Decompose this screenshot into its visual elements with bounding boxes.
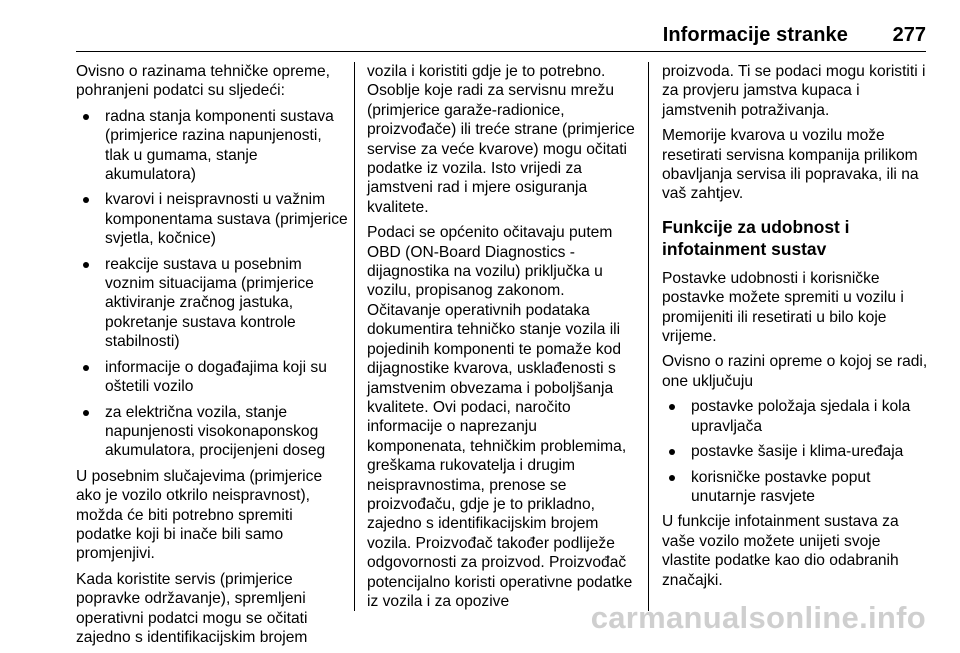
- bullet-icon: [83, 262, 89, 268]
- list-item-text: reakcije sustava u posebnim voznim situacijama (primjerice aktiviranje zračnog jastuka, pokretanje sustava kontrole stabilnosti): [105, 255, 314, 351]
- list-item-text: korisničke postavke poput unutarnje rasvjete: [691, 468, 871, 505]
- bullet-icon: [669, 449, 675, 455]
- list-item-text: za električna vozila, stanje napunjenosti visokonaponskog akumulatora, procijenjeni doseg: [105, 403, 326, 460]
- bullet-icon: [669, 404, 675, 410]
- list-item: [76, 358, 350, 397]
- page-number: 277: [892, 24, 926, 46]
- column-divider: [648, 62, 649, 611]
- comfort-settings-list: [662, 397, 930, 506]
- paragraph: Kada koristite servis (primjerice popravke održavanje), spremljeni operativni podatci mogu se očitati zajedno s identifikacijskim brojem: [76, 570, 308, 646]
- list-item-text: kvarovi i neispravnosti u važnim komponentama sustava (primjerice svjetla, kočnice): [105, 191, 348, 248]
- list-item: [76, 107, 350, 185]
- list-item: [662, 468, 930, 507]
- bullet-icon: [83, 410, 89, 416]
- paragraph: Podaci se općenito očitavaju putem OBD (ON-Board Diagnostics - dijagnostika na vozilu) priključka u vozilu, propisanog zakonom. Očitavanje operativnih podataka dokumentira tehničko stanje vozila ili pojedinih komponenti te pomaže kod dijagnostike kvarova, usklađenosti s jamstvenim obvezama i poboljšanja kvalitete. Ovi podaci, naročito informacije o naprezanju komponenata, tehničkim problemima, greškama rukovatelja i drugim neispravnostima, prenose se proizvođaču, gdje je to prikladno, zajedno s identifikacijskim brojem vozila. Proizvođač također podliježe odgovornosti za proizvod. Proizvođač potencijalno koristi operativne podatke iz vozila i za opozive: [367, 224, 633, 610]
- list-item: [662, 442, 930, 461]
- intro-paragraph: Ovisno o razinama tehničke opreme, pohranjeni podatci su sljedeći:: [76, 63, 330, 100]
- list-item: [76, 190, 350, 248]
- paragraph: U posebnim slučajevima (primjerice ako je vozilo otkrilo neispravnost), možda će biti potrebno spremiti podatke koji bi inače bili samo promjenjivi.: [76, 467, 323, 563]
- list-item-text: radna stanja komponenti sustava (primjerice razina napunjenosti, tlak u gumama, stanje akumulatora): [105, 107, 334, 184]
- list-item-text: informacije o događajima koji su oštetili vozilo: [105, 358, 327, 396]
- watermark: carmanualsonline.info: [590, 600, 926, 635]
- text-column-1: [76, 62, 350, 653]
- bullet-icon: [669, 475, 675, 481]
- page-header: [76, 0, 926, 52]
- paragraph: Memorije kvarova u vozilu može resetirati servisna kompanija prilikom obavljanja servisa ili popravaka, ili na vaš zahtjev.: [662, 127, 919, 203]
- bullet-icon: [83, 197, 89, 203]
- paragraph: proizvoda. Ti se podaci mogu koristiti i za provjeru jamstva kupaca i jamstvenih potraživanja.: [662, 63, 926, 119]
- text-column-2: [367, 62, 639, 617]
- paragraph: Postavke udobnosti i korisničke postavke možete spremiti u vozilu i promijeniti ili resetirati u bilo koje vrijeme.: [662, 269, 904, 346]
- header-divider: [76, 51, 926, 52]
- paragraph: Ovisno o razini opreme o kojoj se radi, one uključuju: [662, 353, 928, 390]
- list-item: [662, 397, 930, 436]
- stored-data-list: [76, 107, 350, 461]
- bullet-icon: [83, 114, 89, 120]
- list-item: [76, 255, 350, 352]
- bullet-icon: [83, 365, 89, 371]
- paragraph: vozila i koristiti gdje je to potrebno. Osoblje koje radi za servisnu mrežu (primjerice garaže-radionice, proizvođače) ili treće strane (primjerice servise za veće kvarove) mogu očitati podatke iz vozila. Isto vrijedi za jamstveni rad i mjere osiguranja kvalitete.: [367, 63, 635, 216]
- paragraph: U funkcije infotainment sustava za vaše vozilo možete unijeti svoje vlastite podatke kao dio odabranih značajki.: [662, 513, 899, 589]
- list-item: [76, 403, 350, 461]
- list-item-text: postavke položaja sjedala i kola upravljača: [691, 398, 911, 435]
- text-column-3: [662, 62, 930, 596]
- column-divider: [354, 62, 355, 611]
- list-item-text: postavke šasije i klima-uređaja: [691, 443, 904, 461]
- section-heading: Funkcije za udobnost i infotainment sustav: [662, 216, 850, 259]
- page-title: Informacije stranke: [662, 24, 848, 46]
